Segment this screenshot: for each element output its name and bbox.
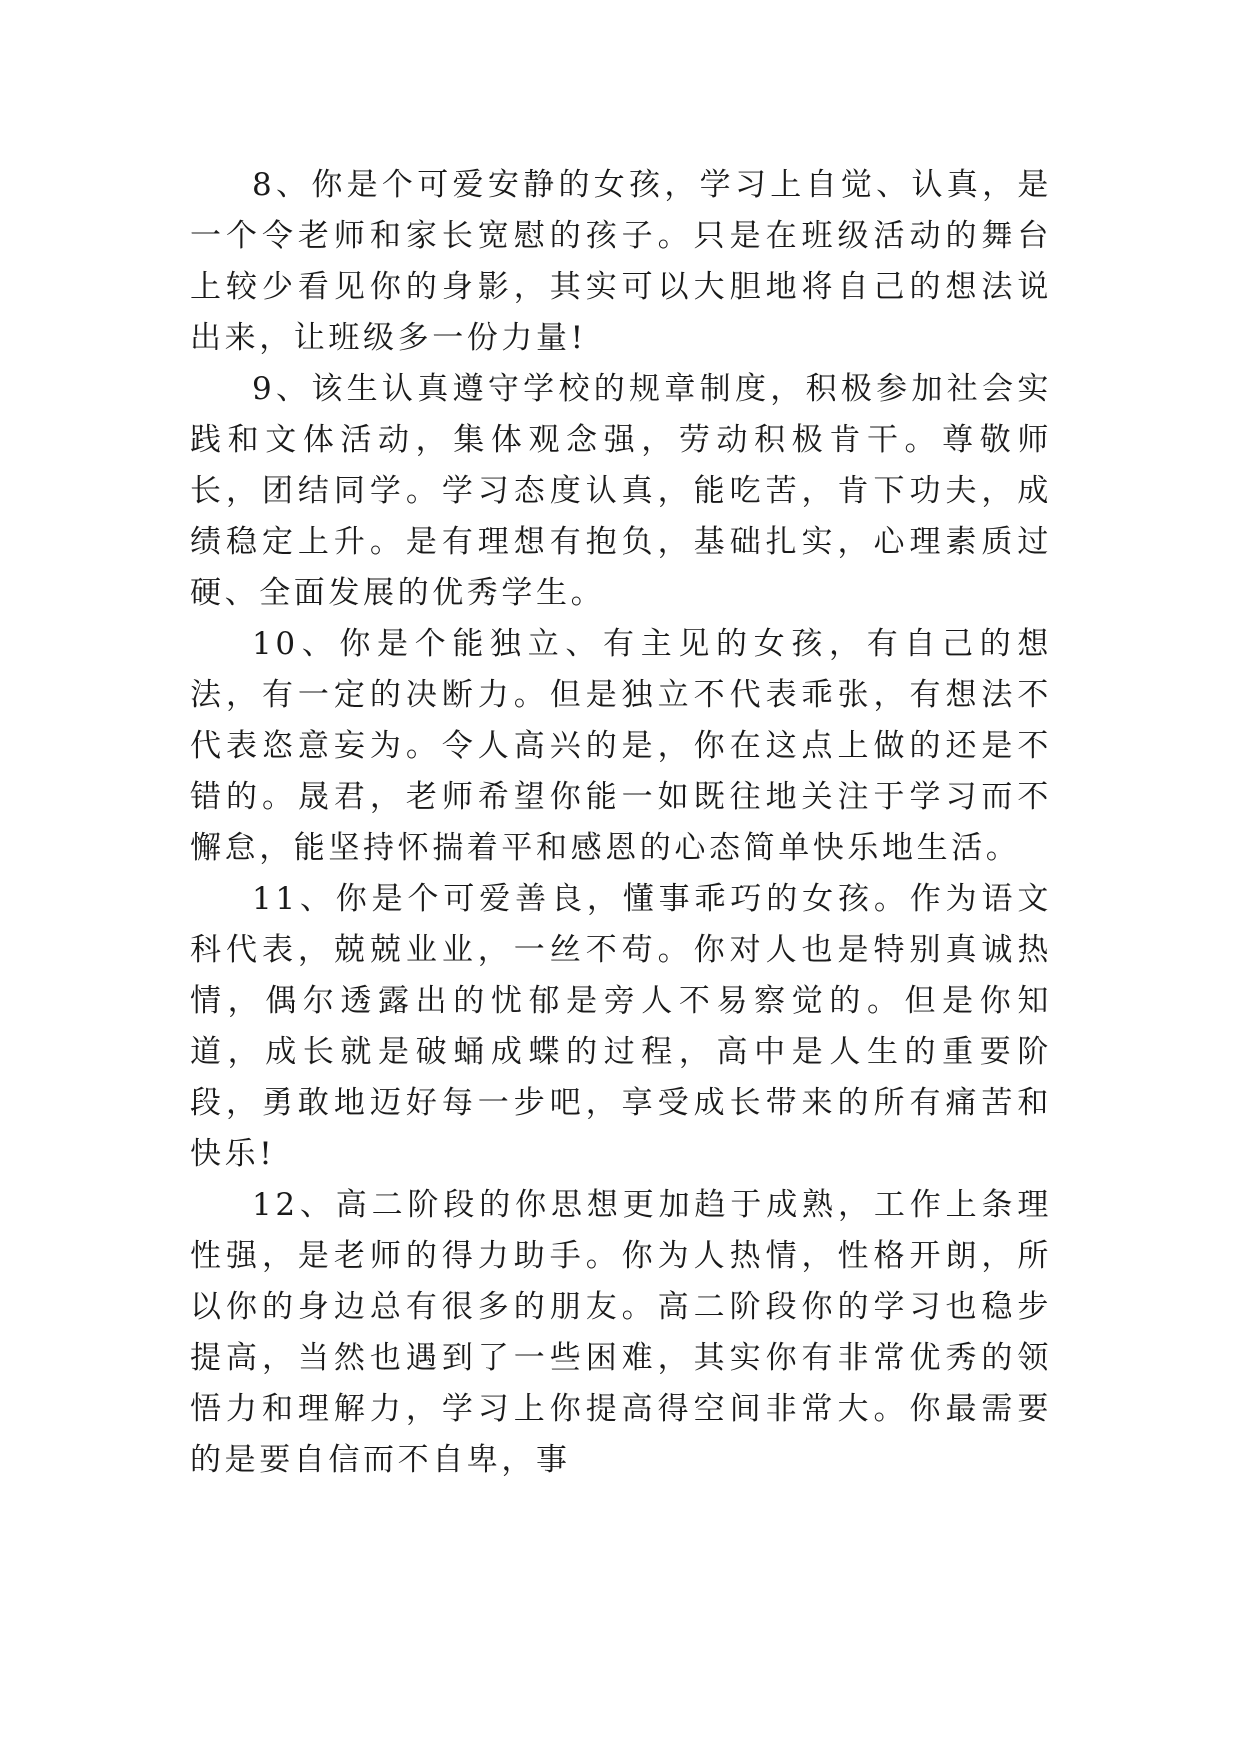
- paragraph-comment-11: 11、你是个可爱善良，懂事乖巧的女孩。作为语文科代表，兢兢业业，一丝不苟。你对人也是特别真诚热情，偶尔透露出的忧郁是旁人不易察觉的。但是你知道，成长就是破蛹成蝶的过程，高中是人生的重要阶段，勇敢地迈好每一步吧，享受成长带来的所有痛苦和快乐!: [190, 881, 1052, 1172]
- paragraph-comment-10: 10、你是个能独立、有主见的女孩，有自己的想法，有一定的决断力。但是独立不代表乖张，有想法不代表恣意妄为。令人高兴的是，你在这点上做的还是不错的。晟君，老师希望你能一如既往地关注于学习而不懈怠，能坚持怀揣着平和感恩的心态简单快乐地生活。: [190, 626, 1052, 866]
- paragraph-comment-9: 9、该生认真遵守学校的规章制度，积极参加社会实践和文体活动，集体观念强，劳动积极肯干。尊敬师长，团结同学。学习态度认真，能吃苦，肯下功夫，成绩稳定上升。是有理想有抱负，基础扎实，心理素质过硬、全面发展的优秀学生。: [190, 371, 1052, 611]
- document-body: [190, 160, 1052, 1486]
- paragraph-comment-8: 8、你是个可爱安静的女孩，学习上自觉、认真，是一个令老师和家长宽慰的孩子。只是在班级活动的舞台上较少看见你的身影，其实可以大胆地将自己的想法说出来，让班级多一份力量!: [190, 167, 1052, 356]
- paragraph-comment-12: 12、高二阶段的你思想更加趋于成熟，工作上条理性强，是老师的得力助手。你为人热情，性格开朗，所以你的身边总有很多的朋友。高二阶段你的学习也稳步提高，当然也遇到了一些困难，其实你有非常优秀的领悟力和理解力，学习上你提高得空间非常大。你最需要的是要自信而不自卑，事: [190, 1187, 1052, 1478]
